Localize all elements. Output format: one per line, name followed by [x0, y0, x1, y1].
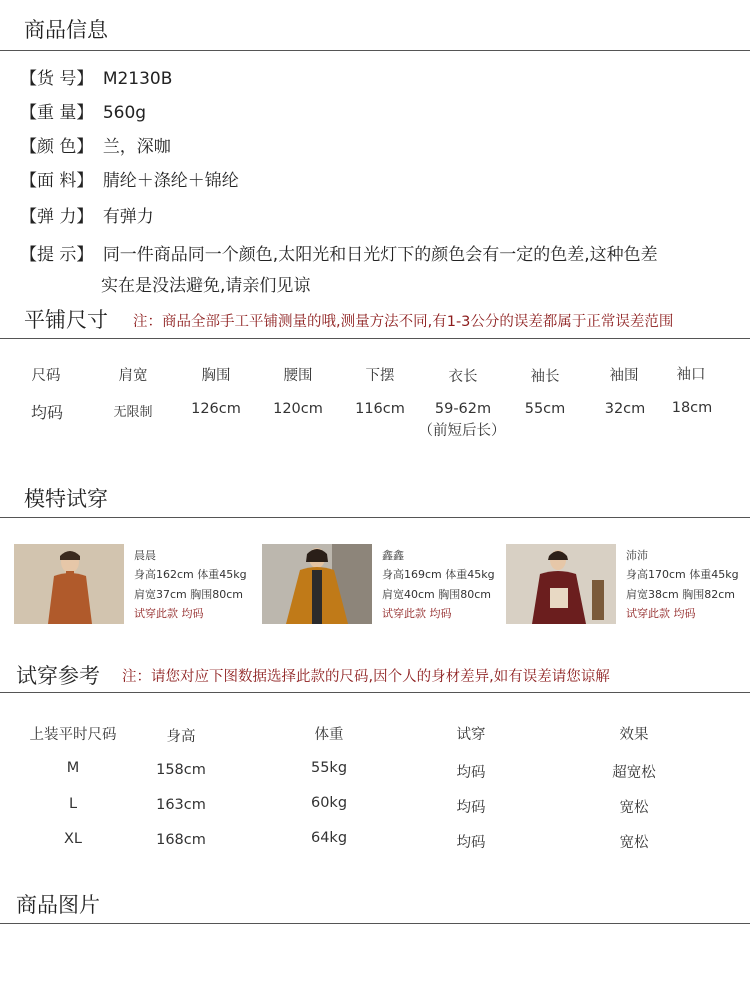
size-cell: 120cm — [273, 401, 323, 417]
divider — [0, 923, 750, 924]
try-cell: M — [66, 760, 80, 776]
model-photo-image — [262, 544, 372, 624]
info-label: 【货 号】 — [20, 69, 94, 89]
info-value: 560g — [102, 103, 147, 123]
divider — [0, 50, 750, 51]
info-value: 兰，深咖 — [102, 137, 171, 157]
info-label: 【弹 力】 — [20, 207, 94, 227]
model-measure: 肩宽37cm 胸围80cm — [134, 588, 244, 601]
size-header: 尺码 — [31, 368, 61, 384]
model-try — [626, 604, 696, 623]
try-cell: 163cm — [156, 797, 206, 813]
model-photo — [506, 544, 616, 624]
try-header: 效果 — [619, 727, 649, 743]
model-try-text: 试穿此款 均码 — [626, 607, 696, 620]
try-cell: 158cm — [156, 762, 206, 778]
size-header: 袖围 — [609, 368, 639, 384]
model-name: 晨晨 — [134, 549, 156, 562]
try-header: 身高 — [166, 729, 196, 745]
try-cell: L — [68, 796, 78, 812]
info-value: 有弹力 — [102, 207, 154, 227]
model-photo — [14, 544, 124, 624]
section-title-try-ref: 试穿参考 — [16, 664, 100, 688]
try-cell: 均码 — [456, 765, 486, 781]
size-cell: 126cm — [191, 401, 241, 417]
section-title-flat-size: 平铺尺寸 — [24, 308, 108, 332]
model-name: 沛沛 — [626, 549, 648, 562]
size-header: 腰围 — [283, 368, 313, 384]
try-cell: 55kg — [310, 760, 348, 776]
try-cell: 60kg — [310, 795, 348, 811]
info-value: 同一件商品同一个颜色,太阳光和日光灯下的颜色会有一定的色差,这种色差 — [102, 245, 658, 265]
size-cell: 55cm — [524, 401, 566, 417]
size-header: 胸围 — [201, 368, 231, 384]
divider — [0, 692, 750, 693]
model-try-text: 试穿此款 均码 — [382, 607, 452, 620]
size-header: 衣长 — [448, 369, 478, 385]
try-header: 试穿 — [456, 727, 486, 743]
try-cell: 宽松 — [619, 800, 649, 816]
model-photo-image — [506, 544, 616, 624]
model-card — [506, 544, 746, 626]
size-header: 袖口 — [676, 367, 706, 383]
info-item-elasticity — [20, 202, 154, 227]
info-value: 腈纶＋涤纶＋锦纶 — [102, 171, 239, 191]
info-item-color — [20, 132, 171, 157]
try-cell: 64kg — [310, 830, 348, 846]
size-header: 袖长 — [530, 369, 560, 385]
model-try-text: 试穿此款 均码 — [134, 607, 204, 620]
size-length-note: （前短后长） — [418, 423, 506, 439]
flat-size-note: 注：商品全部手工平铺测量的哦,测量方法不同,有1-3公分的误差都属于正常误差范围 — [133, 314, 674, 330]
info-label: 【面 料】 — [20, 171, 94, 191]
try-cell: 均码 — [456, 835, 486, 851]
model-body: 身高162cm 体重45kg — [134, 568, 247, 581]
info-label: 【颜 色】 — [20, 137, 94, 157]
size-cell: 无限制 — [113, 405, 153, 420]
model-try — [382, 604, 452, 623]
info-value: M2130B — [102, 69, 173, 89]
model-card — [14, 544, 254, 626]
size-header: 下摆 — [365, 368, 395, 384]
try-header: 体重 — [314, 727, 344, 743]
try-cell: 均码 — [456, 800, 486, 816]
size-cell: 18cm — [671, 400, 713, 416]
size-cell: 均码 — [30, 403, 64, 422]
size-cell: 59-62m — [434, 401, 492, 417]
model-photo — [262, 544, 372, 624]
model-try — [134, 604, 204, 623]
info-item-code — [20, 64, 172, 89]
try-ref-note: 注：请您对应下图数据选择此款的尺码,因个人的身材差异,如有误差请您谅解 — [122, 669, 610, 685]
section-title-product-images: 商品图片 — [16, 893, 100, 917]
info-value-tip-line2: 实在是没法避免,请亲们见谅 — [101, 276, 311, 296]
section-title-product-info: 商品信息 — [24, 18, 108, 42]
info-item-weight — [20, 98, 146, 123]
info-label: 【重 量】 — [20, 103, 94, 123]
model-name: 鑫鑫 — [382, 549, 404, 562]
divider — [0, 338, 750, 339]
divider — [0, 517, 750, 518]
try-cell: 168cm — [156, 832, 206, 848]
try-cell: 宽松 — [619, 835, 649, 851]
model-measure: 肩宽40cm 胸围80cm — [382, 588, 492, 601]
size-header: 肩宽 — [118, 368, 148, 384]
size-cell: 116cm — [355, 401, 405, 417]
model-body: 身高169cm 体重45kg — [382, 568, 495, 581]
try-cell: 超宽松 — [612, 765, 656, 781]
try-header: 上装平时尺码 — [29, 727, 117, 743]
model-body: 身高170cm 体重45kg — [626, 568, 739, 581]
info-label: 【提 示】 — [20, 245, 94, 265]
model-measure: 肩宽38cm 胸围82cm — [626, 588, 736, 601]
size-cell: 32cm — [604, 401, 646, 417]
try-cell: XL — [63, 831, 83, 847]
model-card — [262, 544, 502, 626]
section-title-model-try: 模特试穿 — [24, 487, 108, 511]
info-item-tip — [20, 240, 658, 265]
info-item-material — [20, 166, 239, 191]
model-photo-image — [14, 544, 124, 624]
